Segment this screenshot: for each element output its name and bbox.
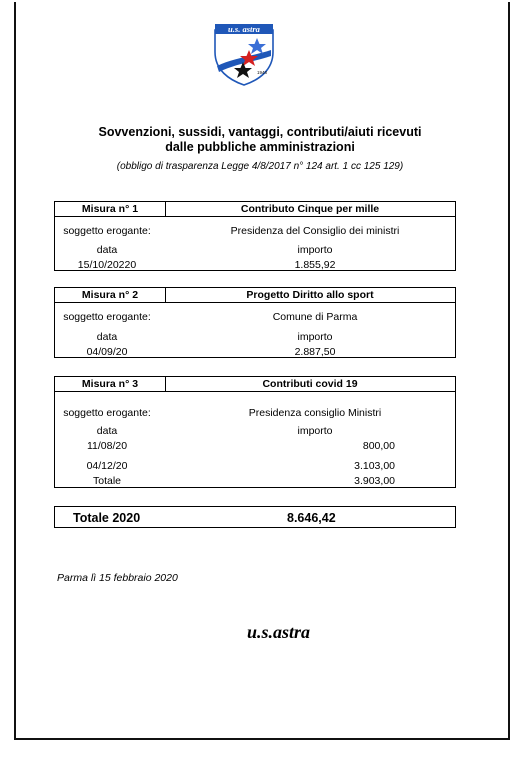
- measure-3-title: Contributi covid 19: [262, 378, 358, 390]
- measure-1-title: Contributo Cinque per mille: [240, 203, 380, 215]
- grand-total-box: [54, 506, 456, 528]
- measure-1-box: [54, 201, 456, 271]
- measure-2-title: Progetto Diritto allo sport: [246, 289, 374, 301]
- measure-2-entry-row: [55, 346, 455, 359]
- measure-3-entry-row: [55, 460, 455, 473]
- measure-3-label: Misura n° 3: [81, 378, 139, 390]
- measure-3-entry-1-amount: 800,00: [362, 440, 395, 452]
- grand-total-value: 8.646,42: [287, 511, 336, 525]
- measure-3-header: [55, 377, 455, 392]
- measure-3-date-label: data: [96, 425, 118, 437]
- measure-2-giver-label: soggetto erogante:: [63, 311, 151, 323]
- measure-1-amount-label: importo: [297, 244, 333, 256]
- title-line-1: Sovvenzioni, sussidi, vantaggi, contributi/aiuti ricevuti: [98, 125, 422, 139]
- measure-2-entry-amount: 2.887,50: [294, 346, 336, 358]
- measure-3-total-row: [55, 475, 455, 488]
- measure-1-giver-label: soggetto erogante:: [63, 225, 151, 237]
- measure-3-amount-label: importo: [297, 425, 333, 437]
- measure-2-box: [54, 287, 456, 358]
- measure-3-giver-row: [55, 407, 455, 420]
- title-line-2: dalle pubbliche amministrazioni: [165, 140, 355, 154]
- logo-text: u.s. astra: [228, 24, 260, 34]
- measure-2-entry-date: 04/09/20: [86, 346, 128, 358]
- measure-1-giver: Presidenza del Consiglio dei ministri: [230, 225, 400, 237]
- measure-1-header: [55, 202, 455, 217]
- measure-3-entry-2-date: 04/12/20: [86, 460, 128, 472]
- measure-1-entry-row: [55, 259, 455, 272]
- measure-2-giver: Comune di Parma: [272, 311, 358, 323]
- measure-3-total-value: 3.903,00: [354, 475, 395, 487]
- place-date: Parma lì 15 febbraio 2020: [57, 572, 178, 584]
- measure-3-entry-row: [55, 440, 455, 453]
- signature: u.s.astra: [247, 622, 311, 642]
- measure-1-entry-amount: 1.855,92: [294, 259, 336, 271]
- measure-2-date-label: data: [96, 331, 118, 343]
- measure-1-label: Misura n° 1: [81, 203, 139, 215]
- measure-1-entry-date: 15/10/20220: [77, 259, 137, 271]
- grand-total-label: Totale 2020: [73, 511, 141, 525]
- measure-3-box: [54, 376, 456, 488]
- us-astra-logo: [213, 22, 275, 86]
- measure-2-header: [55, 288, 455, 303]
- measure-1-columns-row: [55, 244, 455, 257]
- document-subtitle: (obbligo di trasparenza Legge 4/8/2017 n° 124 art. 1 cc 125 129): [116, 161, 404, 172]
- measure-1-giver-row: [55, 225, 455, 238]
- measure-2-columns-row: [55, 331, 455, 344]
- measure-3-columns-row: [55, 425, 455, 438]
- measure-2-giver-row: [55, 311, 455, 324]
- measure-1-date-label: data: [96, 244, 118, 256]
- measure-2-label: Misura n° 2: [81, 289, 139, 301]
- measure-2-amount-label: importo: [297, 331, 333, 343]
- measure-3-giver: Presidenza consiglio Ministri: [248, 407, 382, 419]
- measure-3-entry-1-date: 11/08/20: [86, 440, 128, 452]
- measure-3-giver-label: soggetto erogante:: [63, 407, 151, 419]
- measure-3-total-label: Totale: [92, 475, 122, 487]
- document-title: [40, 125, 480, 155]
- logo-year: 1948: [256, 70, 268, 75]
- measure-3-entry-2-amount: 3.103,00: [354, 460, 395, 472]
